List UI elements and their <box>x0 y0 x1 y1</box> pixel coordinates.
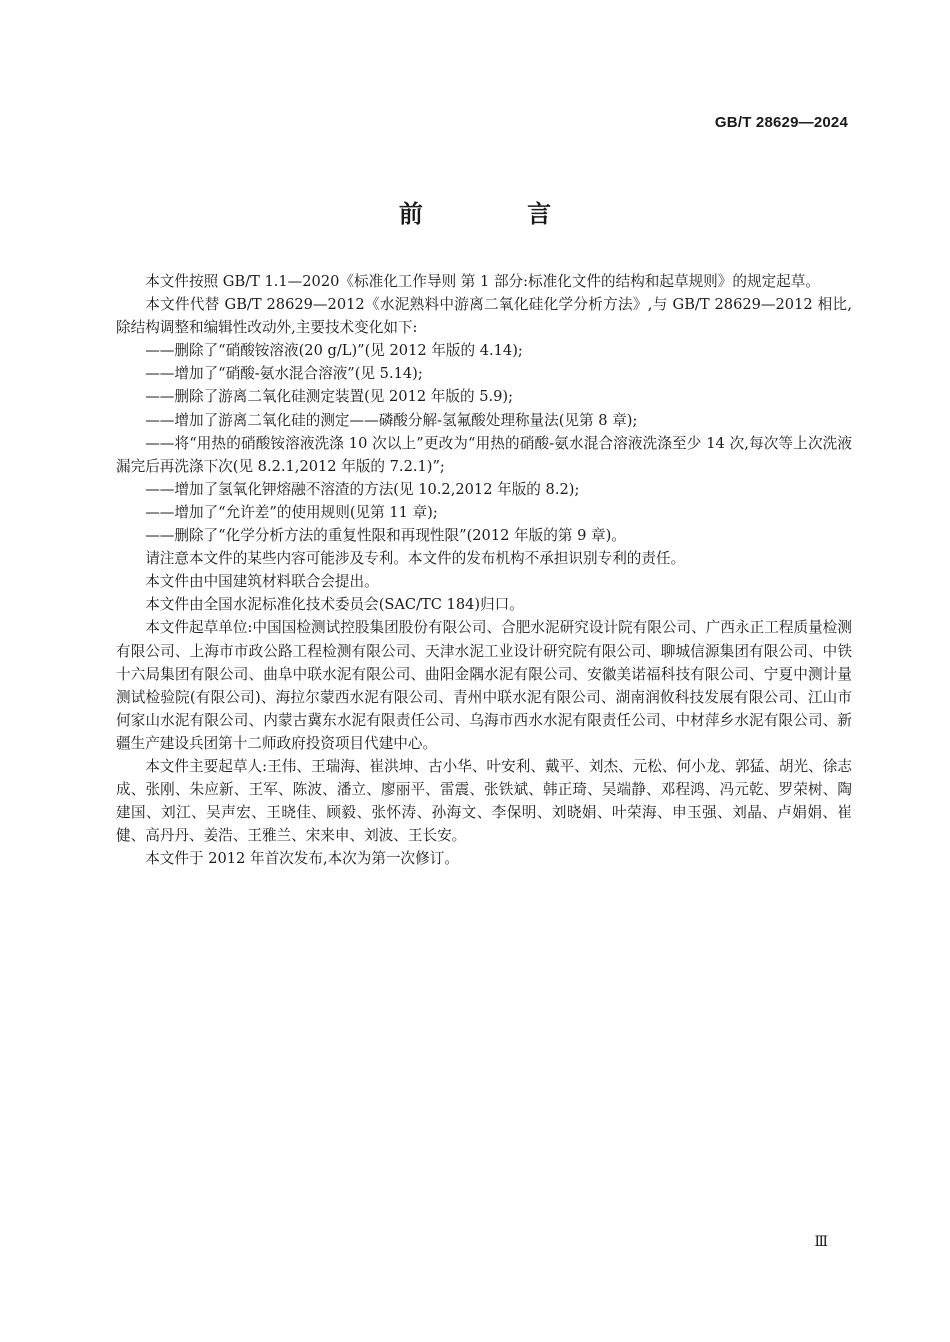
change-item: ——删除了“硝酸铵溶液(20 g/L)”(见 2012 年版的 4.14); <box>145 342 523 360</box>
standard-number: GB/T 28629—2024 <box>714 114 848 131</box>
change-item: ——将“用热的硝酸铵溶液洗涤 10 次以上”更改为“用热的硝酸-氨水混合溶液洗涤至少 14 次,每次等上次洗液漏完后再洗涤下次(见 8.2.1,2012 年版的 7.2.1)”; <box>116 434 852 475</box>
paragraph-proposer: 本文件由中国建筑材料联合会提出。 <box>145 573 379 591</box>
page-number: Ⅲ <box>814 1234 828 1250</box>
change-item: ——增加了“硝酸-氨水混合溶液”(见 5.14); <box>145 365 423 383</box>
page-title: 前 言 <box>398 200 600 228</box>
paragraph-drafting-units: 本文件起草单位:中国国检测试控股集团股份有限公司、合肥水泥研究设计院有限公司、广西永正工程质量检测有限公司、上海市市政公路工程检测有限公司、天津水泥工业设计研究院有限公司、聊城信源集团有限公司、中铁十六局集团有限公司、曲阜中联水泥有限公司、曲阳金隅水泥有限公司、安徽美诺福科技有限公司、宁夏中测计量测试检验院(有限公司)、海拉尔蒙西水泥有限公司、青州中联水泥有限公司、湖南润攸科技发展有限公司、江山市何家山水泥有限公司、内蒙古冀东水泥有限责任公司、乌海市西水水泥有限责任公司、中材萍乡水泥有限公司、新疆生产建设兵团第十二师政府投资项目代建中心。 <box>116 619 852 752</box>
paragraph-patent-notice: 请注意本文件的某些内容可能涉及专利。本文件的发布机构不承担识别专利的责任。 <box>145 550 686 568</box>
change-item: ——删除了游离二氧化硅测定装置(见 2012 年版的 5.9); <box>145 388 514 406</box>
change-item: ——增加了“允许差”的使用规则(见第 11 章); <box>145 503 438 521</box>
change-item: ——增加了游离二氧化硅的测定——磷酸分解-氢氟酸处理称量法(见第 8 章); <box>145 411 638 429</box>
change-item: ——增加了氢氧化钾熔融不溶渣的方法(见 10.2,2012 年版的 8.2); <box>145 480 580 498</box>
document-body <box>116 270 852 870</box>
paragraph-replacement: 本文件代替 GB/T 28629—2012《水泥熟料中游离二氧化硅化学分析方法》,与 GB/T 28629—2012 相比,除结构调整和编辑性改动外,主要技术变化如下: <box>116 296 852 337</box>
paragraph-drafting-rules: 本文件按照 GB/T 1.1—2020《标准化工作导则 第 1 部分:标准化文件的结构和起草规则》的规定起草。 <box>145 273 820 290</box>
change-item: ——删除了“化学分析方法的重复性限和再现性限”(2012 年版的第 9 章)。 <box>145 527 626 545</box>
paragraph-committee: 本文件由全国水泥标准化技术委员会(SAC/TC 184)归口。 <box>145 596 524 614</box>
paragraph-drafters: 本文件主要起草人:王伟、王瑞海、崔洪坤、古小华、叶安利、戴平、刘杰、元松、何小龙、郭猛、胡光、徐志成、张刚、朱应新、王军、陈波、潘立、廖丽平、雷震、张铁斌、韩正琦、吴端静、邓程鸿、冯元乾、罗荣树、陶建国、刘江、吴声宏、王晓佳、顾毅、张怀涛、孙海文、李保明、刘晓娟、叶荣海、申玉强、刘晶、卢娟娟、崔健、高丹丹、姜浩、王雅兰、宋来申、刘波、王长安。 <box>116 757 852 845</box>
paragraph-history: 本文件于 2012 年首次发布,本次为第一次修订。 <box>145 850 459 868</box>
